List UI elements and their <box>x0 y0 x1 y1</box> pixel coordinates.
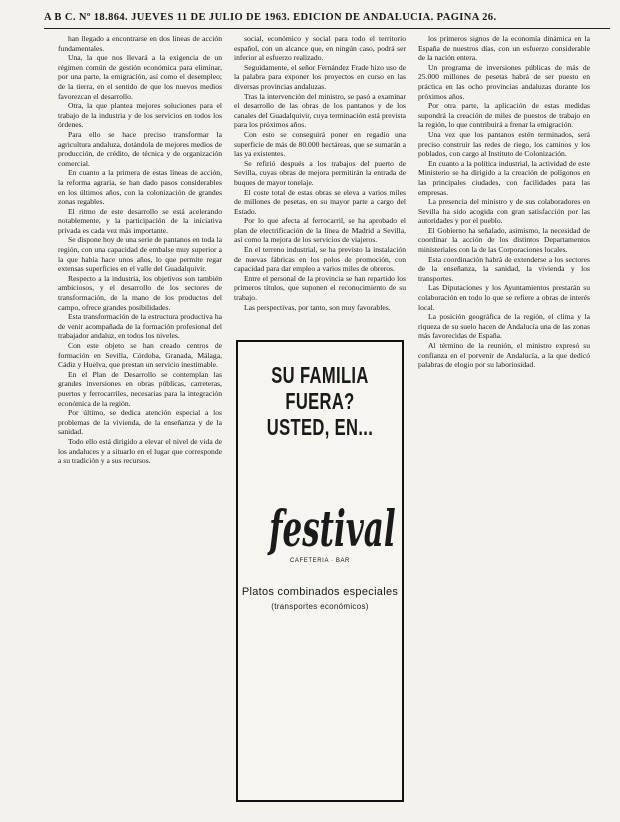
festival-advertisement <box>236 340 404 802</box>
paragraph: Seguidamente, el señor Fernández Frade hizo uso de la palabra para exponer los proyectos en curso en las diversas provincias andaluzas. <box>234 62 406 91</box>
paragraph: El ritmo de este desarrollo se está acelerando notablemente, y la participación de la iniciativa privada es cada vez más importante. <box>58 206 222 235</box>
paragraph: Para ello se hace preciso transformar la agricultura andaluza, dotándola de mejores medios de producción, de crédito, de técnica y de organización comercial. <box>58 129 222 168</box>
paragraph: En cuanto a la primera de estas líneas de acción, la reforma agraria, se han dado pasos considerables en los últimos años, con la colonización de grandes zonas regables. <box>58 168 222 207</box>
paragraph: Esta coordinación habrá de extenderse a los sectores de la enseñanza, la sanidad, la vivienda y los transportes. <box>418 254 590 283</box>
paragraph: La presencia del ministro y de sus colaboradores en Sevilla ha sido acogida con gran satisfacción por las autoridades y por el pueblo. <box>418 197 590 226</box>
paragraph: Otra, la que plantea mejores soluciones para el trabajo de la industria y de los servicios en todos los órdenes. <box>58 101 222 130</box>
paragraph: Tras la intervención del ministro, se pasó a examinar el desarrollo de las obras de los pantanos y de los canales del Guadalquivir, cuya terminación está prevista para los próximos años. <box>234 91 406 130</box>
paragraph: Esta transformación de la estructura productiva ha de venir acompañada de la formación profesional del trabajador andaluz, en todos los niveles. <box>58 312 222 341</box>
article-column-1 <box>58 34 222 804</box>
ad-brand-subtitle: CAFETERIA · BAR <box>289 558 350 564</box>
ad-service-line: (transportes económicos) <box>271 602 369 611</box>
article-column-2 <box>234 34 406 334</box>
ad-brand-logo: festival <box>269 499 396 558</box>
paragraph: Con esto se conseguirá poner en regadío una superficie de más de 80.000 hectáreas, que se sumarán a las ya existentes. <box>234 129 406 159</box>
paragraph: Una, la que nos llevará a la exigencia de un régimen común de gestión económica para eliminar, por una parte, la emigración, así como el desempleo; de la tierra, en el sentido de que los nuevos medios favorezcan el desarrollo. <box>58 53 222 101</box>
paragraph: Respecto a la industria, los objetivos son también ambiciosos, y el desarrollo de los sectores de transformación, de la mano de los productos del campo, ofrece grandes posibilidades. <box>58 273 222 312</box>
article-column-3 <box>418 34 590 804</box>
ad-headline-2: USTED, EN... <box>266 414 374 440</box>
paragraph: Por lo que afecta al ferrocarril, se ha aprobado el plan de electrificación de la línea de Madrid a Sevilla, así como la mejora de los servicios de viajeros. <box>234 216 406 245</box>
ad-dish-line: Platos combinados especiales <box>241 586 399 598</box>
paragraph: Con este objeto se han creado centros de formación en Sevilla, Córdoba, Granada, Málaga, Cádiz y Huelva, que prestan un servicio inestimable. <box>58 341 222 370</box>
paragraph: En el terreno industrial, se ha previsto la instalación de nuevas fábricas en los polos de promoción, con capacidad para dar empleo a varios miles de obreros. <box>234 245 406 274</box>
paragraph: social, económico y social para todo el territorio español, con un alcance que, en ningún caso, podrá ser inferior al esfuerzo realizado. <box>234 34 406 63</box>
page-header: A B C. Nº 18.864. JUEVES 11 DE JULIO DE 1963. EDICION DE ANDALUCIA. PAGINA 26. <box>44 8 610 29</box>
paragraph: Se refirió después a los trabajos del puerto de Sevilla, cuyas obras de mejora permitirán la entrada de buques de mayor tonelaje. <box>234 158 406 187</box>
paragraph: Se dispone hoy de una serie de pantanos en toda la región, con una capacidad de embalse muy superior a la que había hace unos años, lo que permite regar extensas superficies en el valle del Guadalquivir. <box>58 235 222 274</box>
paragraph: Entre el personal de la provincia se han repartido los primeros títulos, que suponen el reconocimiento de su trabajo. <box>234 273 406 303</box>
paragraph: Todo ello está dirigido a elevar el nivel de vida de los andaluces y a situarlo en el lugar que corresponde a su tradición y a sus recursos. <box>58 436 222 466</box>
paragraph: Al término de la reunión, el ministro expresó su confianza en el porvenir de Andalucía, a la que dedicó palabras de elogio por su laboriosidad. <box>418 341 590 370</box>
paragraph: En el Plan de Desarrollo se contemplan las grandes inversiones en obras públicas, carreteras, puertos y ferrocarriles, necesarias para la integración económica de la región. <box>58 369 222 408</box>
paragraph: El coste total de estas obras se eleva a varios miles de millones de pesetas, en su mayor parte a cargo del Estado. <box>234 187 406 216</box>
paragraph: En cuanto a la política industrial, la actividad de este Ministerio se ha dirigido a la creación de polígonos en las principales ciudades, con facilidades para las empresas. <box>418 158 590 197</box>
ad-headline-1: SU FAMILIA FUERA? <box>271 362 369 414</box>
paragraph: El Gobierno ha señalado, asimismo, la necesidad de coordinar la acción de los distintos Departamentos ministeriales con la de las Corporaciones locales. <box>418 225 590 255</box>
paragraph: han llegado a encontrarse en dos lineas de acción fundamentales. <box>58 34 222 53</box>
paragraph: Las perspectivas, por tanto, son muy favorables. <box>244 302 391 312</box>
paragraph: La posición geográfica de la región, el clima y la riqueza de su suelo hacen de Andalucía una de las zonas más favorecidas de España. <box>418 312 590 341</box>
paragraph: los primeros signos de la economía dinámica en la España de nuestros días, con un esfuerzo considerable de la nación entera. <box>418 34 590 63</box>
paragraph: Una vez que los pantanos estén terminados, será preciso construir las redes de riego, los caminos y los poblados, con cargo al Instituto de Colonización. <box>418 129 590 159</box>
paragraph: Por otra parte, la aplicación de estas medidas supondrá la creación de miles de puestos de trabajo en la región, lo que contribuirá a frenar la emigración. <box>418 101 590 130</box>
paragraph: Un programa de inversiones públicas de más de 25.000 millones de pesetas habrá de ser puesto en práctica en las ocho provincias andaluzas durante los próximos años. <box>418 62 590 101</box>
paragraph: Por último, se dedica atención especial a los problemas de la vivienda, de la enseñanza y de la sanidad. <box>58 408 222 437</box>
paragraph: Las Diputaciones y los Ayuntamientos prestarán su colaboración en todo lo que se refiere a obras de interés local. <box>418 283 590 312</box>
